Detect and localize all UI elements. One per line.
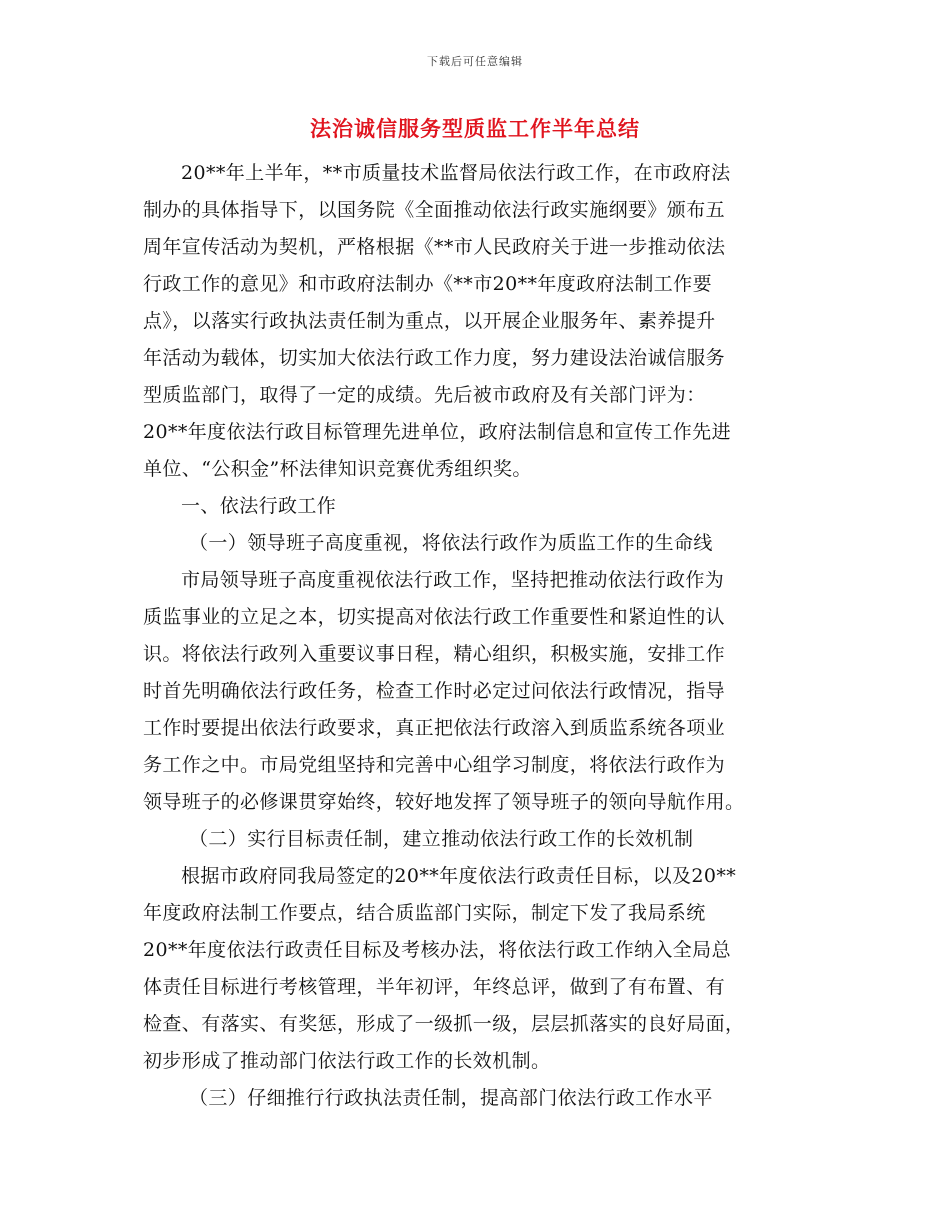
paragraph-line: 年度政府法制工作要点，结合质监部门实际，制定下发了我局系统	[143, 902, 706, 924]
subsection-heading: （二）实行目标责任制，建立推动依法行政工作的长效机制	[189, 828, 694, 850]
document-title: 法治诚信服务型质监工作半年总结	[310, 116, 640, 141]
subsection-heading: （三）仔细推行行政执法责任制，提高部门依法行政工作水平	[189, 1087, 713, 1109]
paragraph-line: 质监事业的立足之本，切实提高对依法行政工作重要性和紧迫性的认	[143, 606, 726, 628]
paragraph-line: 工作时要提出依法行政要求，真正把依法行政溶入到质监系统各项业	[143, 717, 726, 739]
paragraph-line: 点》，以落实行政执法责任制为重点，以开展企业服务年、素养提升	[143, 310, 716, 332]
paragraph-line: 时首先明确依法行政任务，检查工作时必定过问依法行政情况，指导	[143, 680, 726, 702]
paragraph-line: 市局领导班子高度重视依法行政工作，坚持把推动依法行政作为	[181, 569, 725, 591]
paragraph-line: 检查、有落实、有奖惩，形成了一级抓一级，层层抓落实的良好局面，	[143, 1013, 745, 1035]
paragraph-line: 20**年上半年，**市质量技术监督局依法行政工作，在市政府法	[181, 162, 731, 184]
paragraph-line: 单位、“公积金”杯法律知识竞赛优秀组织奖。	[143, 458, 532, 480]
subsection-heading: （一）领导班子高度重视，将依法行政作为质监工作的生命线	[189, 532, 713, 554]
paragraph-line: 务工作之中。市局党组坚持和完善中心组学习制度，将依法行政作为	[143, 754, 726, 776]
paragraph-line: 识。将依法行政列入重要议事日程，精心组织，积极实施，安排工作	[143, 643, 726, 665]
paragraph-line: 型质监部门，取得了一定的成绩。先后被市政府及有关部门评为：	[143, 384, 706, 406]
section-heading: 一、依法行政工作	[181, 495, 337, 517]
document-body	[143, 155, 813, 1117]
page-header-note: 下载后可任意编辑	[427, 55, 523, 68]
paragraph-line: 周年宣传活动为契机，严格根据《**市人民政府关于进一步推动依法	[143, 236, 726, 258]
paragraph-line: 行政工作的意见》和市政府法制办《**市20**年度政府法制工作要	[143, 273, 712, 295]
paragraph-line: 领导班子的必修课贯穿始终，较好地发挥了领导班子的领向导航作用。	[143, 791, 745, 813]
paragraph-line: 年活动为载体，切实加大依法行政工作力度，努力建设法治诚信服务	[143, 347, 726, 369]
paragraph-line: 根据市政府同我局签定的20**年度依法行政责任目标，以及20**	[181, 865, 737, 887]
paragraph-line: 体责任目标进行考核管理，半年初评，年终总评，做到了有布置、有	[143, 976, 726, 998]
paragraph-line: 20**年度依法行政责任目标及考核办法，将依法行政工作纳入全局总	[143, 939, 731, 961]
paragraph-line: 20**年度依法行政目标管理先进单位，政府法制信息和宣传工作先进	[143, 421, 731, 443]
paragraph-line: 制办的具体指导下，以国务院《全面推动依法行政实施纲要》颁布五	[143, 199, 726, 221]
paragraph-line: 初步形成了推动部门依法行政工作的长效机制。	[143, 1050, 551, 1072]
